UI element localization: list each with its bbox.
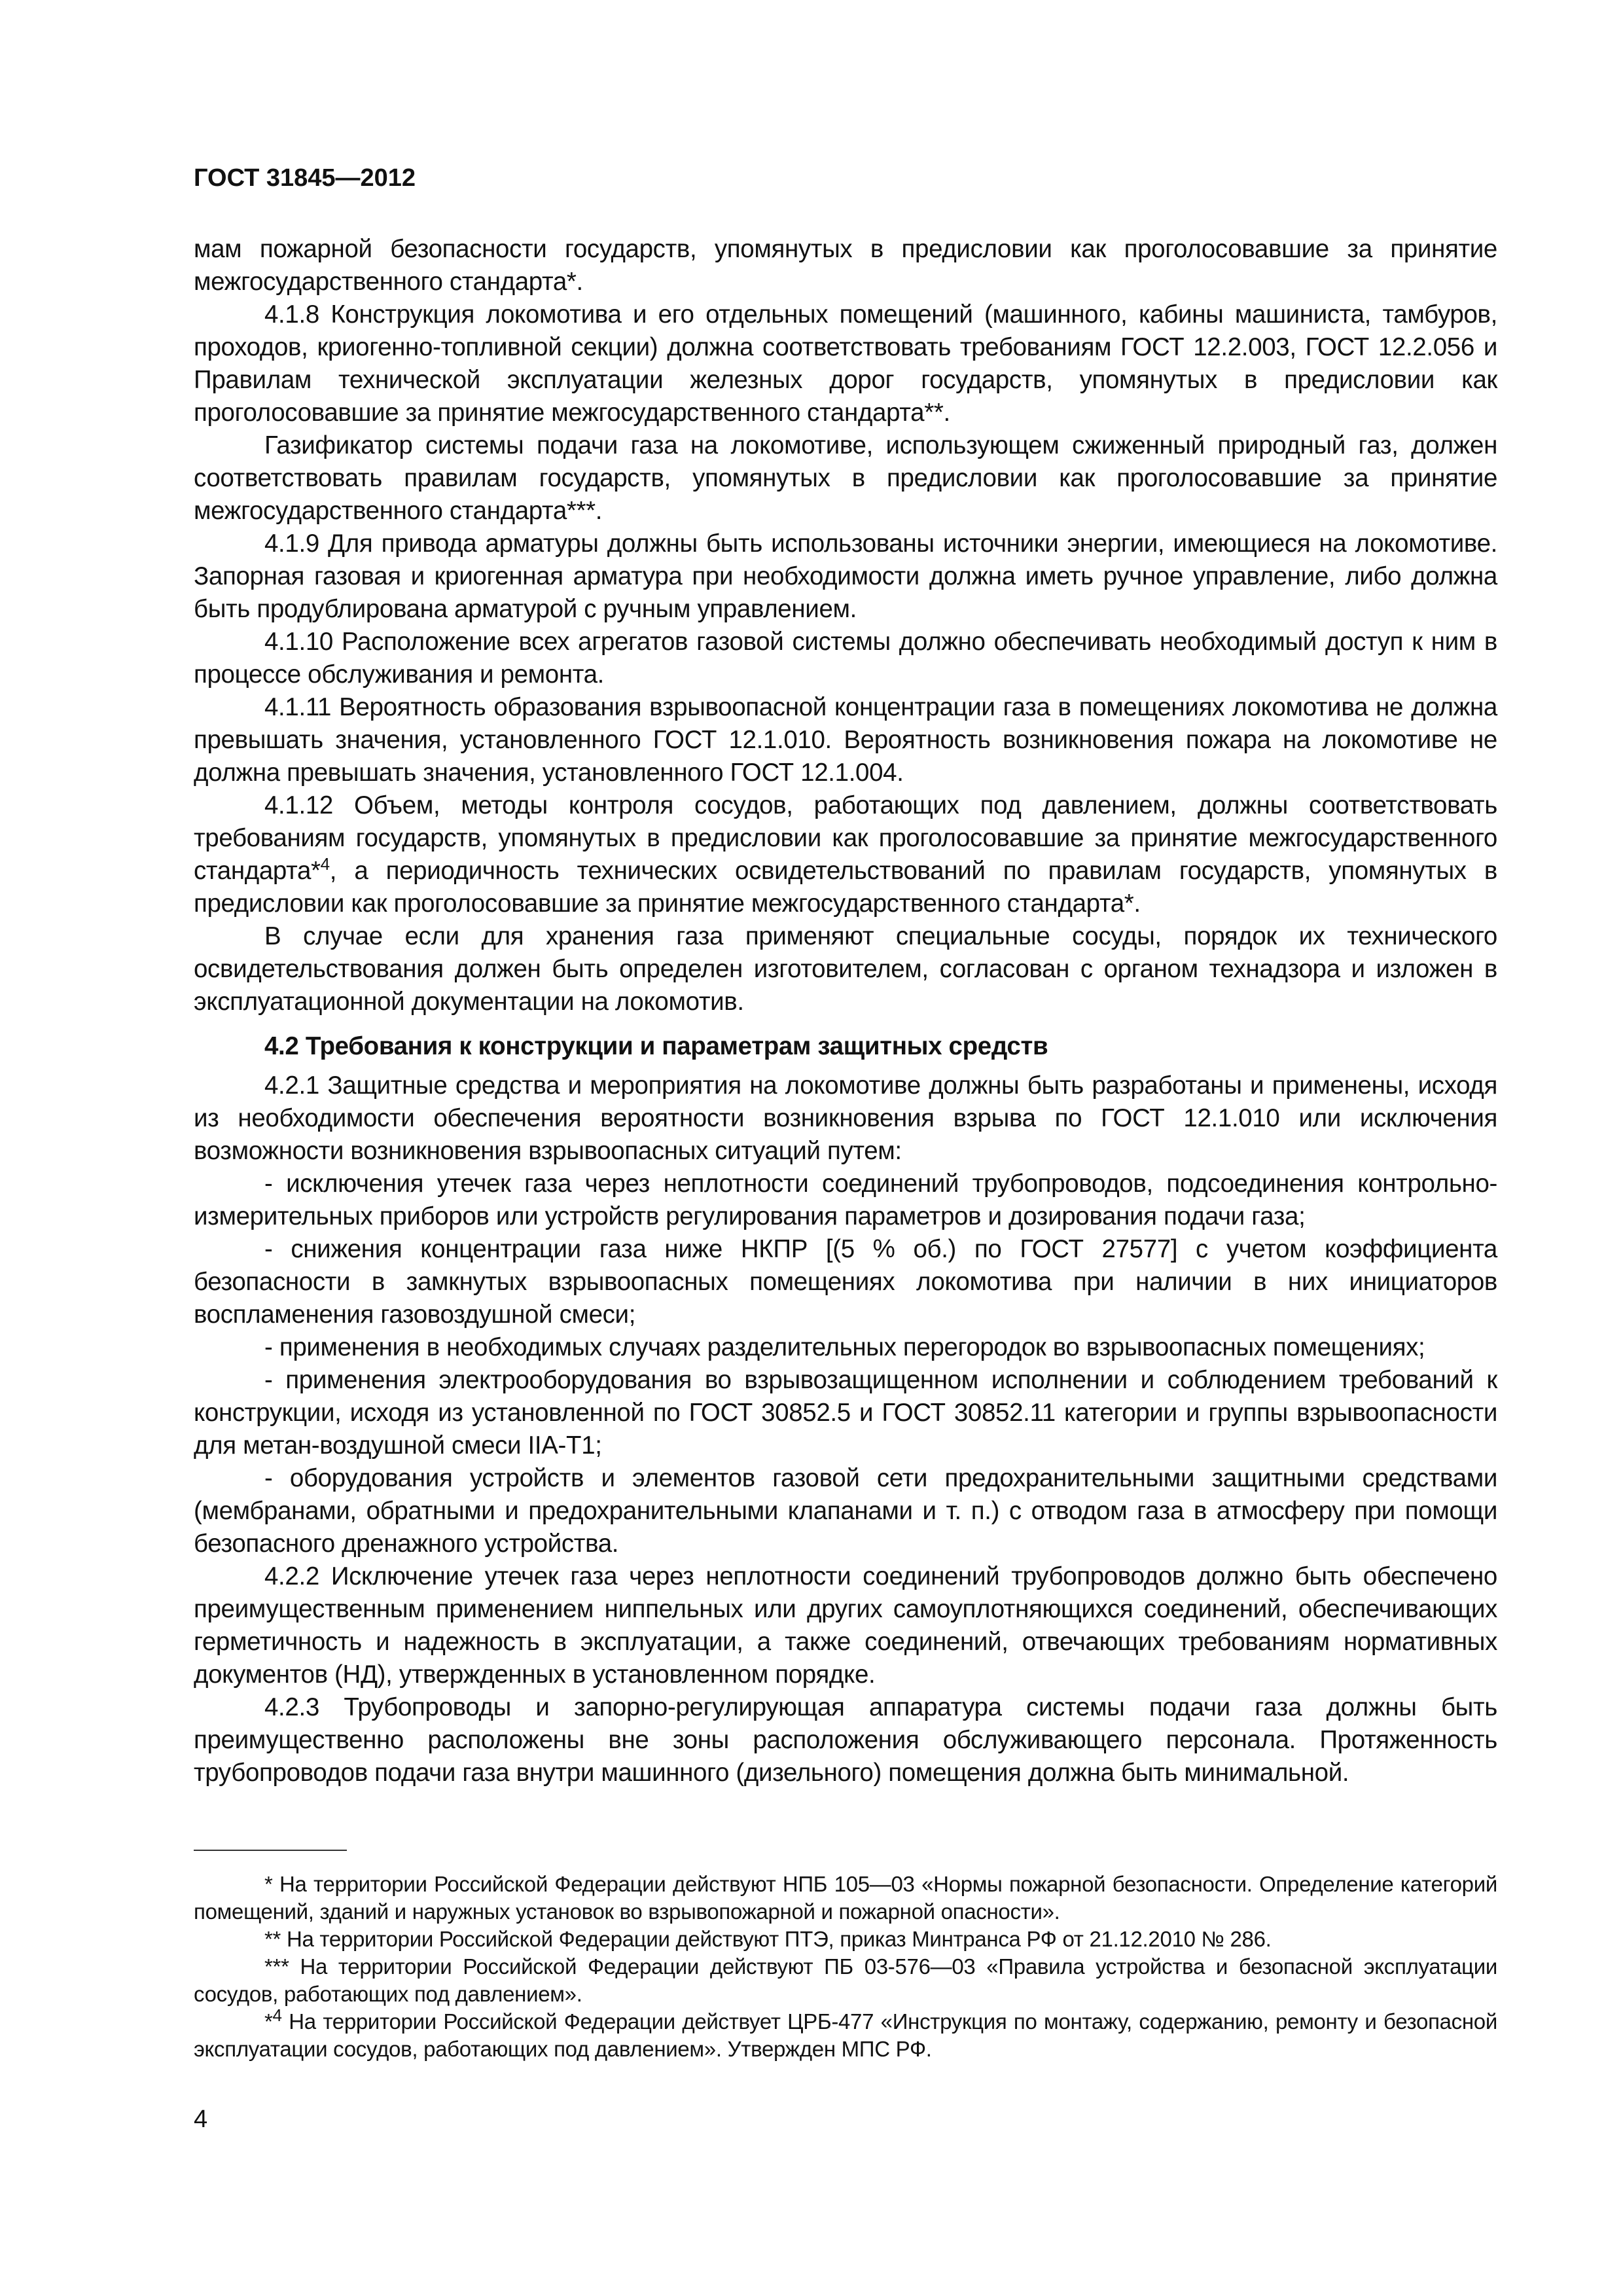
paragraph-special-vessels: В случае если для хранения газа применяют специальные сосуды, порядок их технического освидетельствования должен быть определен изготовителем, согласован с органом технадзора и изложен в эксплуатационной документации на локомотив. — [194, 922, 1497, 1016]
paragraph-4-1-11: 4.1.11 Вероятность образования взрывоопасной концентрации газа в помещениях локомотива не должна превышать значения, установленного ГОСТ 12.1.010. Вероятность возникновения пожара на локомотиве не должна превышать значения, установленного ГОСТ 12.1.004. — [194, 693, 1497, 787]
page-number: 4 — [194, 2106, 208, 2133]
footnote-3: *** На территории Российской Федерации действуют ПБ 03-576—03 «Правила устройства и безопасной эксплуатации сосудов, работающих под давлением». — [194, 1954, 1497, 2006]
list-item-partitions: - применения в необходимых случаях разделительных перегородок во взрывоопасных помещениях; — [264, 1333, 1425, 1361]
paragraph-4-1-8: 4.1.8 Конструкция локомотива и его отдельных помещений (машинного, кабины машиниста, тамбуров, проходов, криогенно-топливной секции) должна соответствовать требованиям ГОСТ 12.2.003, ГОСТ 12.2.056 и Правилам технической эксплуатации железных дорог государств, упомянутых в предисловии как проголосовавшие за принятие межгосударственного стандарта**. — [194, 300, 1497, 427]
section-heading-4-2: 4.2 Требования к конструкции и параметрам защитных средств — [264, 1032, 1048, 1060]
footnote-1: * На территории Российской Федерации действуют НПБ 105—03 «Нормы пожарной безопасности. Определение категорий помещений, зданий и наружных установок во взрывопожарной и пожарной опасности». — [194, 1872, 1497, 1924]
paragraph-4-2-1: 4.2.1 Защитные средства и мероприятия на локомотиве должны быть разработаны и применены, исходя из необходимости обеспечения вероятности возникновения взрыва по ГОСТ 12.1.010 или исключения возможности возникновения взрывоопасных ситуаций путем: — [194, 1071, 1497, 1165]
paragraph-4-1-12-part-b: , а периодичность технических освидетельствований по правилам государств, упомянутых в предисловии как проголосовавшие за принятие межгосударственного стандарта*. — [194, 857, 1497, 918]
footnote-4-text: На территории Российской Федерации действует ЦРБ-477 «Инструкция по монтажу, содержанию, ремонту и безопасной эксплуатации сосудов, работающих под давлением». Утвержден МПС РФ. — [194, 2009, 1497, 2061]
footnote-ref-4: 4 — [320, 854, 330, 874]
document-header: ГОСТ 31845—2012 — [194, 164, 416, 192]
paragraph-4-1-12 — [194, 789, 1497, 920]
footnotes — [194, 1850, 1497, 2063]
footnote-4-marker: * — [264, 2009, 273, 2034]
paragraph-4-1-12-part-a: 4.1.12 Объем, методы контроля сосудов, работающих под давлением, должны соответствовать требованиям государств, упомянутых в предисловии как проголосовавшие за принятие межгосударственного стандарта* — [194, 791, 1497, 885]
paragraph-4-2-3: 4.2.3 Трубопроводы и запорно-регулирующая аппаратура системы подачи газа должны быть преимущественно расположены вне зоны расположения обслуживающего персонала. Протяженность трубопроводов подачи газа внутри машинного (дизельного) помещения должна быть минимальной. — [194, 1693, 1497, 1787]
list-item-electrical: - применения электрооборудования во взрывозащищенном исполнении и соблюдением требований к конструкции, исходя из установленной по ГОСТ 30852.5 и ГОСТ 30852.11 категории и группы взрывоопасности для метан-воздушной смеси IIA-T1; — [194, 1366, 1497, 1460]
list-item-concentration: - снижения концентрации газа ниже НКПР [(5 % об.) по ГОСТ 27577] с учетом коэффициента безопасности в замкнутых взрывоопасных помещениях локомотива при наличии в них инициаторов воспламенения газовоздушной смеси; — [194, 1235, 1497, 1329]
paragraph-continuation: мам пожарной безопасности государств, упомянутых в предисловии как проголосовавшие за принятие межгосударственного стандарта*. — [194, 235, 1497, 296]
document-page — [194, 164, 1497, 1789]
paragraph-4-1-10: 4.1.10 Расположение всех агрегатов газовой системы должно обеспечивать необходимый доступ к ним в процессе обслуживания и ремонта. — [194, 628, 1497, 689]
paragraph-4-1-9: 4.1.9 Для привода арматуры должны быть использованы источники энергии, имеющиеся на локомотиве. Запорная газовая и криогенная арматура при необходимости должна иметь ручное управление, либо должна быть продублирована арматурой с ручным управлением. — [194, 529, 1497, 623]
paragraph-gasifier: Газификатор системы подачи газа на локомотиве, использующем сжиженный природный газ, должен соответствовать правилам государств, упомянутых в предисловии как проголосовавшие за принятие межгосударственного стандарта***. — [194, 431, 1497, 525]
footnote-2: ** На территории Российской Федерации действуют ПТЭ, приказ Минтранса РФ от 21.12.2010 № 286. — [264, 1927, 1272, 1951]
list-item-leaks: - исключения утечек газа через неплотности соединений трубопроводов, подсоединения контрольно-измерительных приборов или устройств регулирования параметров и дозирования подачи газа; — [194, 1170, 1497, 1230]
list-item-protective-devices: - оборудования устройств и элементов газовой сети предохранительными защитными средствами (мембранами, обратными и предохранительными клапанами и т. п.) с отводом газа в атмосферу при помощи безопасного дренажного устройства. — [194, 1464, 1497, 1558]
footnote-divider — [194, 1850, 347, 1851]
footnote-4 — [194, 2005, 1497, 2063]
paragraph-4-2-2: 4.2.2 Исключение утечек газа через неплотности соединений трубопроводов должно быть обеспечено преимущественным применением ниппельных или других самоуплотняющихся соединений, обеспечивающих герметичность и надежность в эксплуатации, а также соединений, отвечающих требованиям нормативных документов (НД), утвержденных в установленном порядке. — [194, 1562, 1497, 1689]
body-text — [194, 233, 1497, 1789]
footnote-4-marker-sup: 4 — [272, 2005, 282, 2025]
